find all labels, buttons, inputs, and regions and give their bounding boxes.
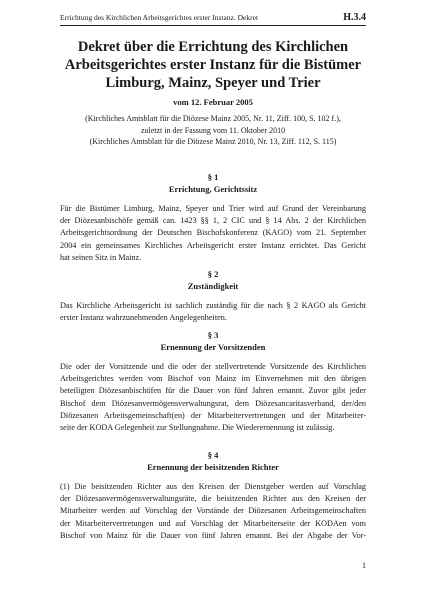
body-line: der Mitarbeitervertretungen und auf Vorschlag der Mitarbeiterseite der KODAen vom: [60, 518, 366, 528]
section-3: [60, 330, 366, 434]
body-line: hat seinen Sitz in Mainz.: [60, 252, 142, 262]
publication-info: [60, 113, 366, 148]
publication-line: zuletzt in der Fassung vom 11. Oktober 2010: [140, 125, 286, 135]
section-number: § 2: [207, 269, 219, 279]
document-date: vom 12. Februar 2005: [173, 97, 253, 107]
section-number: § 1: [207, 172, 219, 182]
title-line: Dekret über die Errichtung des Kirchlichen: [77, 39, 349, 55]
section-heading: Errichtung, Gerichtssitz: [168, 184, 258, 194]
section-2: [60, 269, 366, 324]
section-number: § 3: [207, 330, 219, 340]
body-line: Die oder der Vorsitzende und die oder der stellvertretende Vorsitzende des Kirchlichen: [60, 362, 366, 371]
body-line: Bischof dem Diözesanvermögensverwaltungsrat, dem Diözesancaritasverband, der/den: [60, 398, 366, 408]
publication-line: (Kirchliches Amtsblatt für die Diözese Mainz 2005, Nr. 11, Ziff. 100, S. 102 f.),: [85, 114, 341, 123]
body-line: 2004 ein gemeinsames Kirchliches Arbeitsgericht erster Instanz errichtet. Das Gericht: [60, 240, 366, 250]
section-heading: Ernennung der Vorsitzenden: [160, 342, 266, 352]
body-line: Das Kirchliche Arbeitsgericht ist sachlich zuständig für die nach § 2 KAGO als Gericht: [60, 301, 366, 310]
section-body: [60, 300, 366, 324]
title-line: Arbeitsgerichtes erster Instanz für die Bistümer: [64, 57, 362, 73]
body-line: Arbeitsgerichtsordnung der Deutschen Bischofskonferenz (KAGO) vom 21. September: [60, 228, 366, 238]
header-code: H.3.4: [343, 12, 366, 23]
body-line: der Diözesanbischöfe gemäß can. 1423 §§ 1, 2 CIC und § 14 Abs. 2 der Kirchlichen: [60, 216, 366, 226]
body-line: beteiligten Diözesanbischöfen für die Dauer von fünf Jahren ernannt. Zuvor gibt jeder: [60, 386, 366, 396]
section-4: [60, 450, 366, 542]
page-number: 1: [362, 561, 366, 570]
body-line: Für die Bistümer Limburg, Mainz, Speyer und Trier wird auf Grund der Vereinbarung: [60, 204, 366, 213]
header-rule: [60, 25, 366, 26]
section-body: [60, 481, 366, 542]
body-line: Bischof von Mainz für die Dauer von fünf Jahren ernannt. Bei der Abgabe der Vor-: [60, 530, 366, 540]
running-header: [60, 12, 366, 23]
publication-line: (Kirchliches Amtsblatt für die Diözese Mainz 2010, Nr. 13, Ziff. 112, S. 115): [89, 137, 337, 146]
body-line: Arbeitsgerichtes werden vom Bischof von Mainz im Einvernehmen mit den übrigen: [60, 374, 366, 384]
body-line: seite der KODA Gelegenheit zur Stellungnahme. Die Wiederernennung ist zulässig.: [60, 423, 335, 433]
section-heading: Ernennung der beisitzenden Richter: [147, 462, 279, 472]
body-line: erster Instanz wahrzunehmenden Angelegenheiten.: [60, 313, 227, 323]
body-line: (1) Die beisitzenden Richter aus den Kreisen der Dienstgeber werden auf Vorschlag: [60, 482, 366, 491]
body-line: Diözesanen Arbeitsgemeinschaft(en) der Mitarbeitervertretungen und der Mitarbeiter-: [60, 410, 366, 420]
title-line: Limburg, Mainz, Speyer und Trier: [105, 75, 321, 91]
section-heading: Zuständigkeit: [187, 281, 239, 291]
body-line: Mitarbeiter werden auf Vorschlag der Vorstände der Diözesanen Arbeitsgemeinschaften: [60, 506, 366, 516]
section-body: [60, 203, 366, 264]
body-line: der Diözesanvermögensverwaltungsräte, die beisitzenden Richter aus den Kreisen der: [60, 494, 366, 504]
section-number: § 4: [207, 450, 219, 460]
section-body: [60, 361, 366, 434]
document-title: [60, 38, 366, 92]
header-title: Errichtung des Kirchlichen Arbeitsgerichtes erster Instanz. Dekret: [60, 13, 259, 22]
section-1: [60, 172, 366, 264]
